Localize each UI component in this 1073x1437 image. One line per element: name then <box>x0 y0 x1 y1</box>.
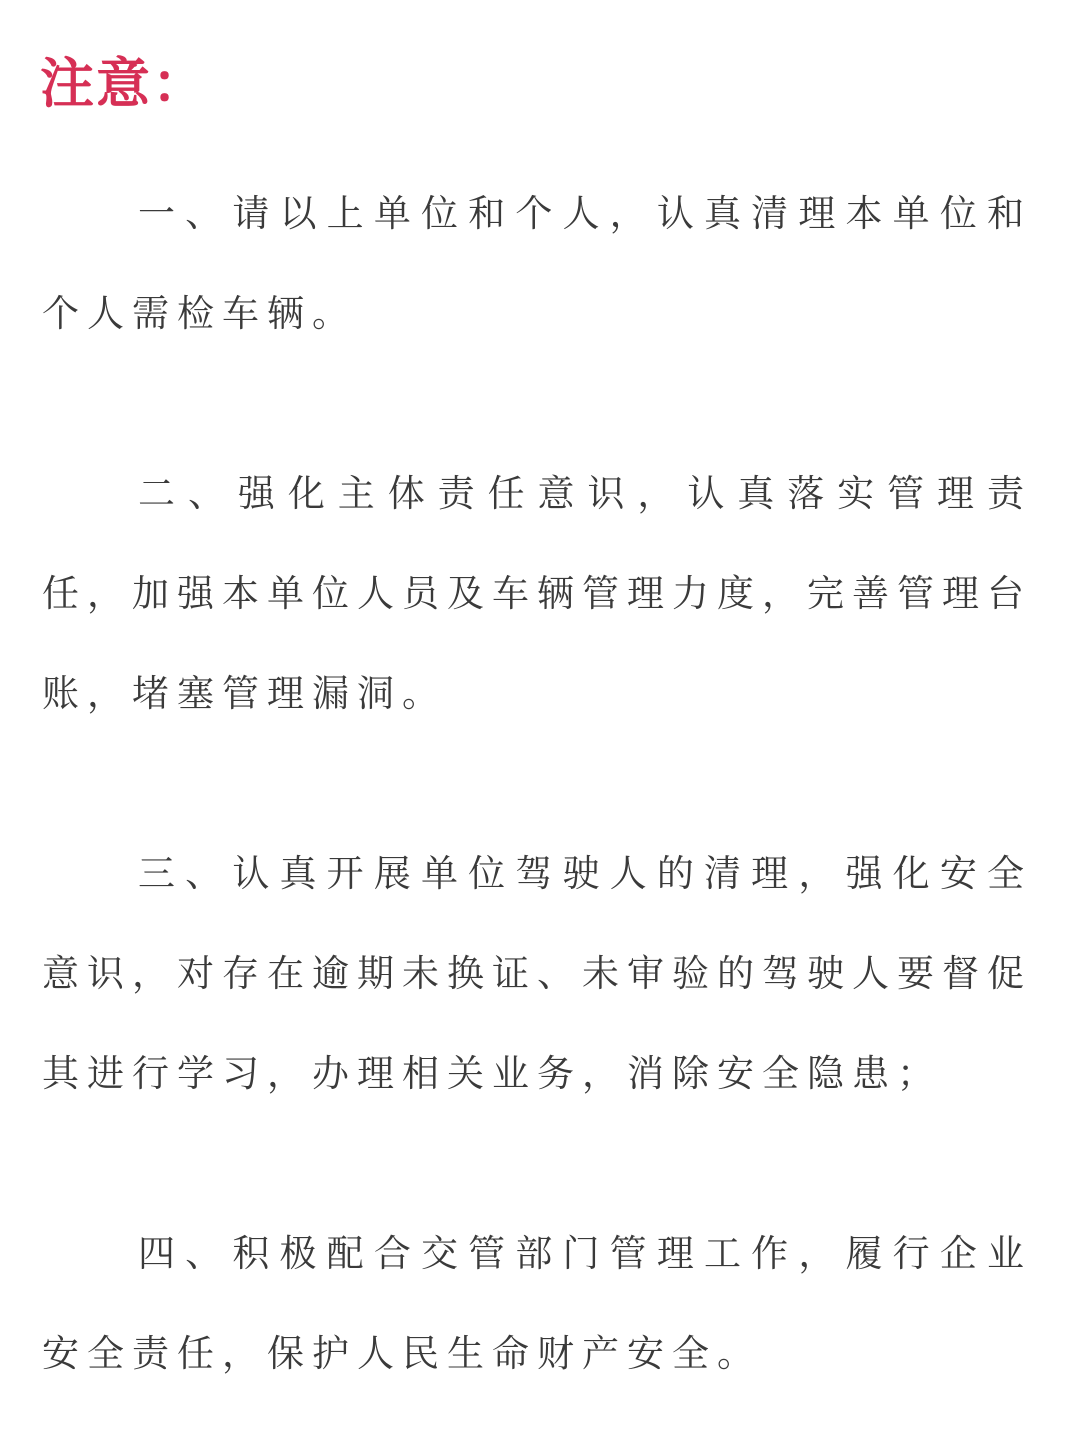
notice-paragraph-3: 三、认真开展单位驾驶人的清理，强化安全意识，对存在逾期未换证、未审验的驾驶人要督促其进行学习，办理相关业务，消除安全隐患； <box>42 852 1032 1095</box>
notice-paragraph-4: 四、积极配合交管部门管理工作，履行企业安全责任，保护人民生命财产安全。 <box>42 1232 1032 1375</box>
notice-paragraph-1: 一、请以上单位和个人，认真清理本单位和个人需检车辆。 <box>42 192 1032 335</box>
notice-paragraph-2: 二、强化主体责任意识，认真落实管理责任，加强本单位人员及车辆管理力度，完善管理台账，堵塞管理漏洞。 <box>42 472 1032 715</box>
notice-heading: 注意： <box>40 52 208 115</box>
